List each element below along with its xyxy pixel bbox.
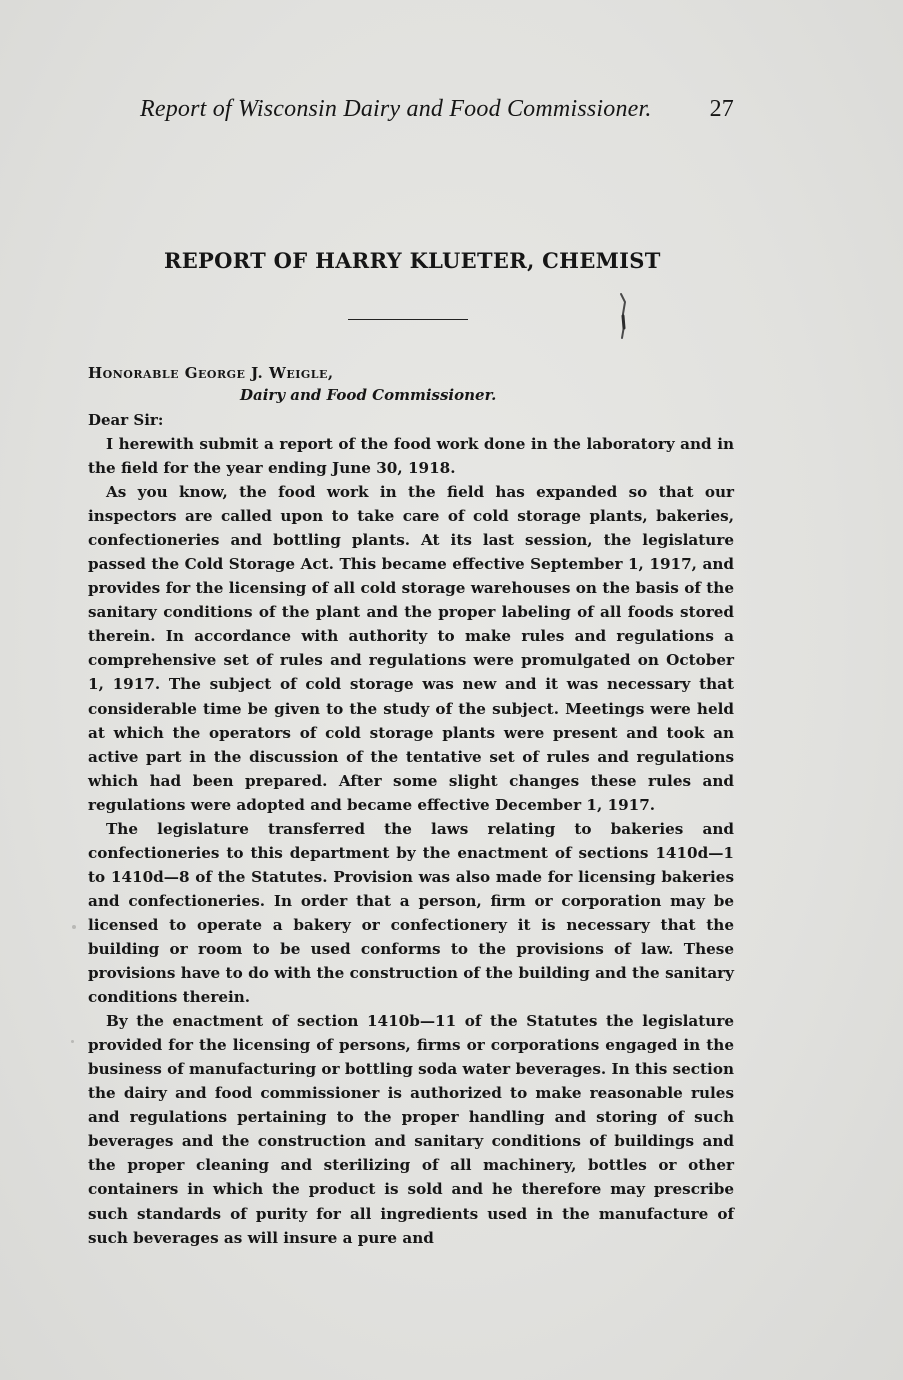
greeting: Dear Sir: xyxy=(88,411,164,429)
paragraph-1: I herewith submit a report of the food work done in the laboratory and in the field for the year ending June 30, 1918. xyxy=(88,435,734,478)
paragraph-3: The legislature transferred the laws relating to bakeries and confectioneries to this department by the enactment of sections 1410d—1 to 1410d—8 of the Statutes. Provision was also made for licensing bakeries and confectioneries. In order that a person, firm or corporation may be licensed to operate a bakery or confectionery it is necessary that the building or room to be used conforms to the provisions of law. These provisions have to do with the construction of the building and the sanitary conditions therein. xyxy=(88,819,734,1007)
report-body xyxy=(88,432,734,1250)
report-title: REPORT OF HARRY KLUETER, CHEMIST xyxy=(164,248,661,273)
title-rule xyxy=(348,319,468,320)
paragraph-4: By the enactment of section 1410b—11 of the Statutes the legislature provided for the licensing of persons, firms or corporations engaged in the business of manufacturing or bottling soda water beverages. In this section the dairy and food commissioner is authorized to make reasonable rules and regulations pertaining to the proper handling and storing of such beverages and the construction and sanitary conditions of buildings and the proper cleaning and sterilizing of all machinery, bottles or other containers in which the product is sold and he therefore may prescribe such standards of purity for all ingredients used in the manufacture of such beverages as will insure a pure and xyxy=(88,1012,734,1247)
paragraph-2: As you know, the food work in the field has expanded so that our inspectors are called upon to take care of cold storage plants, bakeries, confectioneries and bottling plants. At its last session, the legislature passed the Cold Storage Act. This became effective September 1, 1917, and provides for the licensing of all cold storage warehouses on the basis of the sanitary conditions of the plant and the proper labeling of all foods stored therein. In accordance with authority to make rules and regulations a comprehensive set of rules and regulations were promulgated on October 1, 1917. The subject of cold storage was new and it was necessary that considerable time be given to the study of the subject. Meetings were held at which the operators of cold storage plants were present and took an active part in the discussion of the tentative set of rules and regulations which had been prepared. After some slight changes these rules and regulations were adopted and became effective December 1, 1917. xyxy=(88,483,734,814)
page-number: 27 xyxy=(709,96,734,122)
running-head xyxy=(140,96,734,128)
paper-speck xyxy=(72,925,76,929)
addressee: Honorable George J. Weigle, xyxy=(88,364,334,382)
paper-speck xyxy=(71,1040,74,1043)
running-head-title: Report of Wisconsin Dairy and Food Commissioner. xyxy=(140,96,652,122)
addressee-title: Dairy and Food Commissioner. xyxy=(240,386,497,404)
pencil-mark-icon xyxy=(617,292,629,340)
